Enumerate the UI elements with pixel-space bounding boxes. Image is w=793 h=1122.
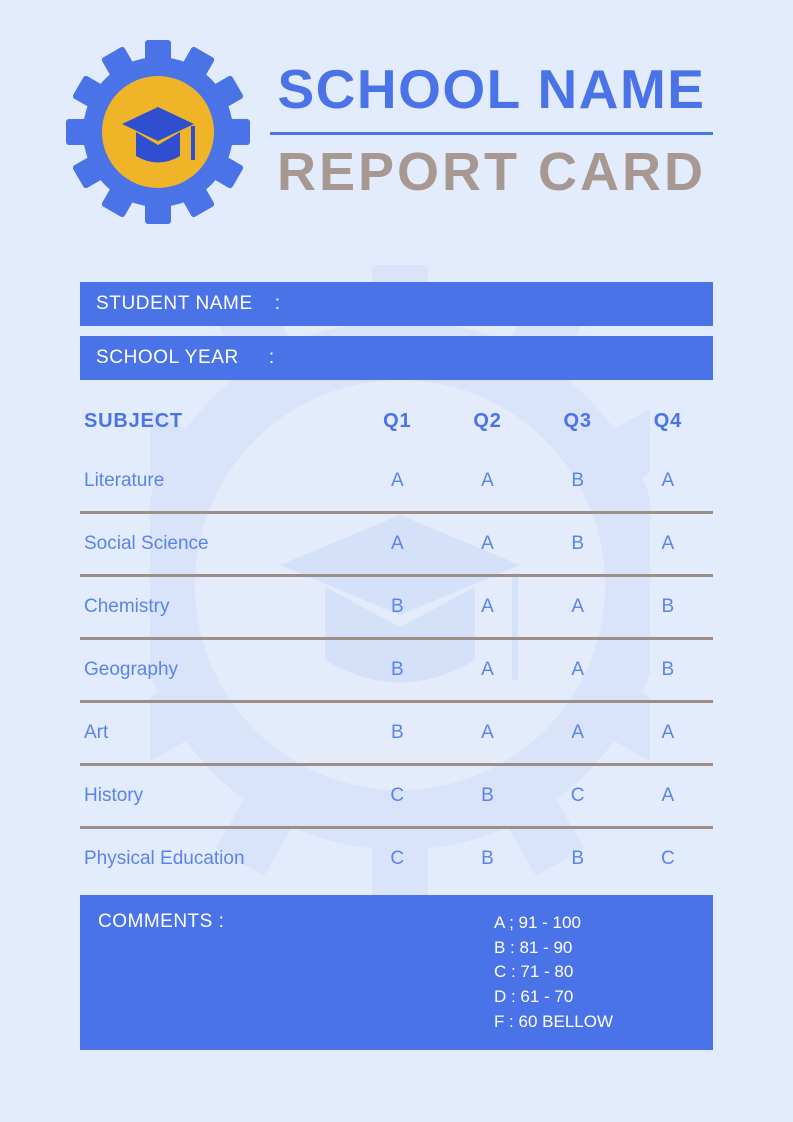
- table-header-row: [80, 402, 713, 451]
- school-year-label: SCHOOL YEAR: [96, 347, 239, 368]
- page-header: [0, 0, 793, 203]
- student-name-label: STUDENT NAME: [96, 293, 253, 314]
- row-q4: B: [623, 639, 713, 702]
- table-row: [80, 639, 713, 702]
- row-q2: A: [442, 513, 532, 576]
- grading-scale-line: F : 60 BELLOW: [493, 1011, 613, 1031]
- row-q4: B: [623, 576, 713, 639]
- row-q2: A: [481, 470, 494, 491]
- comments-label: COMMENTS :: [98, 911, 225, 932]
- comments-box[interactable]: [80, 895, 713, 1050]
- grading-scale: [494, 911, 695, 1034]
- row-q1: B: [352, 576, 442, 639]
- header-subject: SUBJECT: [84, 410, 183, 432]
- row-q3: C: [533, 765, 623, 828]
- row-q3: A: [533, 702, 623, 765]
- row-q2: B: [442, 828, 532, 890]
- grades-table: [80, 402, 713, 889]
- row-subject: Literature: [84, 470, 165, 491]
- row-q2: A: [442, 702, 532, 765]
- row-q1: C: [352, 765, 442, 828]
- row-q1: B: [352, 639, 442, 702]
- grades-table-section: [0, 402, 793, 889]
- header-q3: Q3: [563, 410, 592, 432]
- row-q3: A: [533, 576, 623, 639]
- page-title: REPORT CARD: [276, 142, 706, 203]
- grading-scale-line: A ; 91 - 100: [493, 913, 581, 932]
- school-name: SCHOOL NAME: [277, 58, 706, 121]
- row-q2: B: [442, 765, 532, 828]
- row-q3: A: [533, 639, 623, 702]
- header-q1: Q1: [383, 410, 412, 432]
- row-subject: Social Science: [80, 513, 352, 576]
- grading-scale-line: D : 61 - 70: [493, 986, 574, 1006]
- table-row: [80, 513, 713, 576]
- grading-scale-line: B : 81 - 90: [493, 937, 573, 957]
- row-q4: C: [623, 828, 713, 890]
- row-q3: B: [533, 828, 623, 890]
- table-row: [80, 576, 713, 639]
- row-subject: Chemistry: [80, 576, 352, 639]
- header-q2: Q2: [473, 410, 502, 432]
- gear-graduation-cap-logo-icon: [64, 38, 252, 226]
- school-year-colon: :: [268, 347, 275, 368]
- row-q4: A: [623, 765, 713, 828]
- header-titles: [270, 58, 713, 203]
- row-q1: C: [352, 828, 442, 890]
- grading-scale-line: C : 71 - 80: [493, 962, 574, 982]
- table-row: [80, 828, 713, 890]
- comments-section: [0, 895, 793, 1050]
- student-info-section: [0, 282, 793, 380]
- school-year-field[interactable]: [80, 336, 713, 380]
- row-subject: Geography: [80, 639, 352, 702]
- row-subject: Physical Education: [80, 828, 352, 890]
- row-subject: History: [80, 765, 352, 828]
- row-q4: A: [623, 702, 713, 765]
- row-subject: Art: [80, 702, 352, 765]
- table-row: [80, 702, 713, 765]
- row-q1: A: [352, 513, 442, 576]
- table-row: [80, 765, 713, 828]
- row-q4: A: [623, 513, 713, 576]
- row-q1: B: [352, 702, 442, 765]
- row-q2: A: [442, 576, 532, 639]
- student-name-field[interactable]: [80, 282, 713, 326]
- row-q2: A: [442, 639, 532, 702]
- table-row: [80, 451, 713, 513]
- student-name-colon: :: [274, 293, 281, 314]
- title-divider: [270, 132, 713, 135]
- header-q4: Q4: [653, 410, 683, 432]
- row-q3: B: [533, 513, 623, 576]
- row-q3: B: [571, 470, 585, 491]
- row-q4: A: [661, 470, 675, 491]
- row-q1: A: [390, 470, 404, 491]
